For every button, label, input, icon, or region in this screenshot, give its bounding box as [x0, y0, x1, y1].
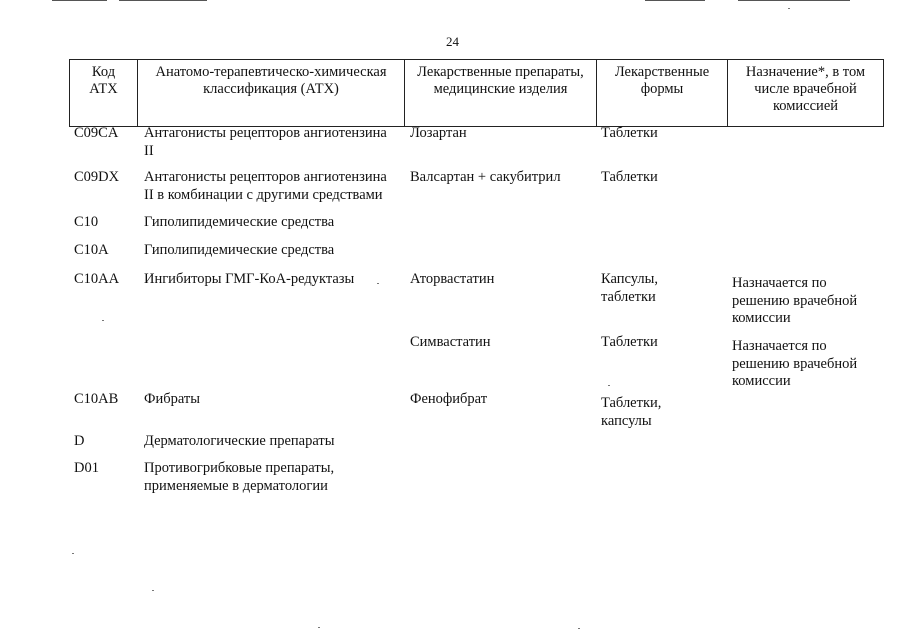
- scan-edge-line: [738, 0, 850, 1]
- row-drug: Лозартан: [410, 125, 467, 141]
- row-form: Таблетки: [601, 169, 658, 185]
- table-header: [69, 59, 884, 127]
- row-drug: Валсартан + сакубитрил: [410, 169, 561, 185]
- scan-edge-line: [645, 0, 705, 1]
- page-number: 24: [446, 34, 459, 49]
- scan-edge-line: [52, 0, 107, 1]
- header-atx: Анатомо-терапевтическо-химическая классификация (АТХ): [155, 64, 387, 97]
- row-atx: Противогрибковые препараты, применяемые в дерматологии: [144, 460, 335, 494]
- scan-speck: [578, 628, 580, 629]
- row-atx: Ингибиторы ГМГ-КоА-редуктазы: [144, 271, 355, 287]
- row-atx: Антагонисты рецепторов ангиотензина II: [144, 125, 387, 159]
- header-code: Код АТХ: [89, 64, 118, 97]
- scan-speck: [152, 590, 154, 591]
- row-code: C10AB: [74, 391, 119, 407]
- row-note: Назначается по решению врачебной комиссии: [732, 338, 858, 389]
- row-code: C09DX: [74, 169, 120, 185]
- row-drug: Фенофибрат: [410, 391, 488, 407]
- scan-speck: [377, 283, 379, 284]
- row-drug: Симвастатин: [410, 334, 491, 350]
- row-atx: Антагонисты рецепторов ангиотензина II в комбинации с другими средствами: [144, 169, 387, 203]
- scan-speck: [788, 8, 790, 9]
- scan-speck: [318, 627, 320, 628]
- row-code: C10A: [74, 242, 109, 258]
- row-drug: Аторвастатин: [410, 271, 495, 287]
- scan-speck: [72, 553, 74, 554]
- row-form: Таблетки: [601, 125, 658, 141]
- scan-speck: [102, 320, 104, 321]
- row-form: Таблетки: [601, 334, 658, 350]
- row-atx: Гиполипидемические средства: [144, 242, 335, 258]
- scan-edge-line: [119, 0, 207, 1]
- row-code: C10AA: [74, 271, 120, 287]
- header-purpose: Назначение*, в том числе врачебной комиссией: [745, 64, 866, 114]
- header-drugs: Лекарственные препараты, медицинские изделия: [417, 64, 584, 97]
- scan-speck: [608, 385, 610, 386]
- row-note: Назначается по решению врачебной комиссии: [732, 275, 858, 326]
- row-code: C09CA: [74, 125, 119, 141]
- row-form: Капсулы, таблетки: [601, 271, 658, 305]
- row-code: C10: [74, 214, 99, 230]
- row-code: D: [74, 433, 85, 449]
- row-code: D01: [74, 460, 99, 476]
- row-atx: Гиполипидемические средства: [144, 214, 335, 230]
- row-atx: Дерматологические препараты: [144, 433, 335, 449]
- row-atx: Фибраты: [144, 391, 200, 407]
- header-forms: Лекарственные формы: [614, 64, 710, 97]
- row-form: Таблетки, капсулы: [601, 395, 662, 429]
